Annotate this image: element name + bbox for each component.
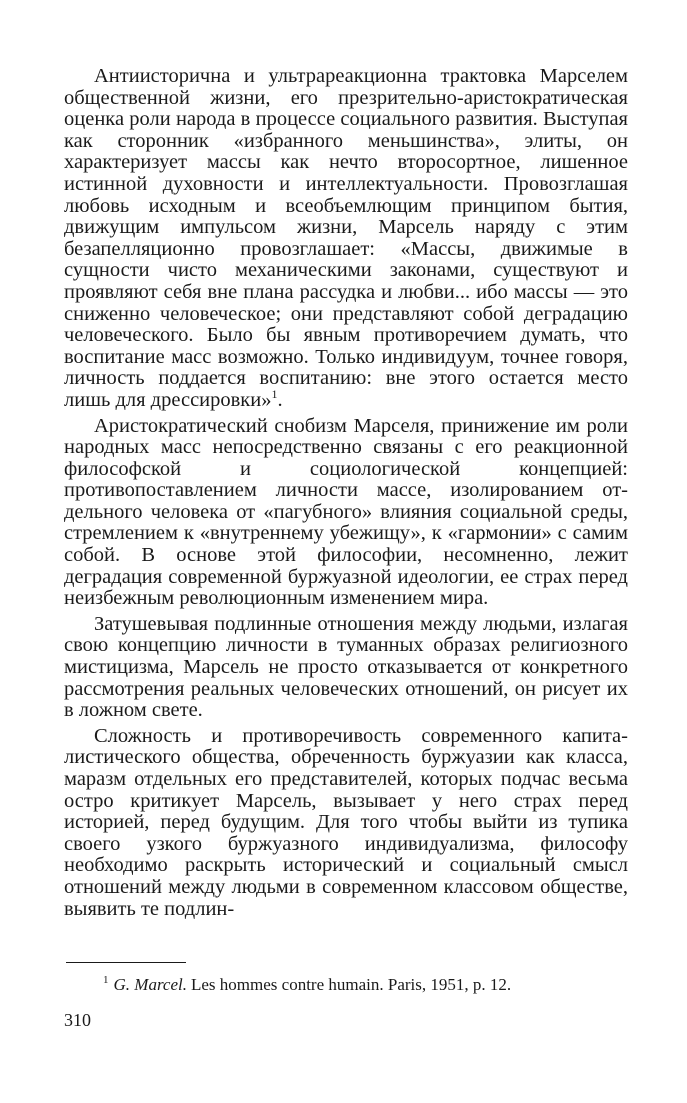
page-number: 310 [64,1010,91,1030]
paragraph-1-text: Антиисторична и ультрареакционна трактовка Марселем общественной жизни, его презрительно-аристократическая оценка роли народа в процессе социального развития. Выступая как сторонник «избранного меньшинства», элиты, он характеризует массы как нечто второсортное, лишенное истинной духовности и интеллектуальности. Провозглашая любовь исходным и всеобъемлющим принципом бытия, движущим импульсом жизни, Марсель наряду с этим безапелляционно провозглашает: «Массы, движимые в сущности чисто механическими законами, существуют и проявляют себя вне плана рассудка и любви... ибо массы — это сниженно человеческое; они представляют собой деградацию человеческого. Было бы явным противоречием думать, что воспитание масс возможно. Только индивидуум, точнее говоря, личность поддается воспитанию: вне этого остается место лишь для дрессировки» [64,65,628,411]
main-text [64,66,628,920]
paragraph-2: Аристократический снобизм Марселя, принижение им роли народных масс непосредственно связаны с его реакционной философской и социологической концепцией: противопоставлением личности массе, изолированием отдельного человека от «пагубного» влияния социальной среды, стремлением к «внутреннему убежищу», к «гармонии» с самим собой. В основе этой философии, несомненно, лежит деградация современной буржуазной идеологии, ее страх перед неизбежным революционным изменением мира. [64,414,628,610]
paragraph-4: Сложность и противоречивость современного капиталистического общества, обреченность буржуазии как класса, маразм отдельных его представителей, которых подчас весьма остро критикует Марсель, вызывает у него страх перед историей, перед будущим. Для того чтобы выйти из тупика своего узкого буржуазного индивидуализма, философу необходимо раскрыть исторический и социальный смысл отношений между людьми в современном классовом обществе, выявить те подлин- [64,724,628,920]
footnote-reference: 1 [271,387,278,402]
footnote-number: 1 [103,974,109,987]
paragraph-3: Затушевывая подлинные отношения между людьми, излагая свою концепцию личности в туманных образах религиозного мистицизма, Марсель не просто отказывается от конкретного рассмотрения реальных человеческих отношений, он рисует их в ложном свете. [64,612,628,722]
footnote-text: Les hommes contre humain. Paris, 1951, p. 12. [191,975,512,994]
paragraph-1 [64,66,628,412]
footnote [103,975,511,995]
footnote-author: G. Marcel. [113,975,187,994]
footnote-divider [66,962,186,963]
paragraph-1-tail: . [277,388,283,411]
